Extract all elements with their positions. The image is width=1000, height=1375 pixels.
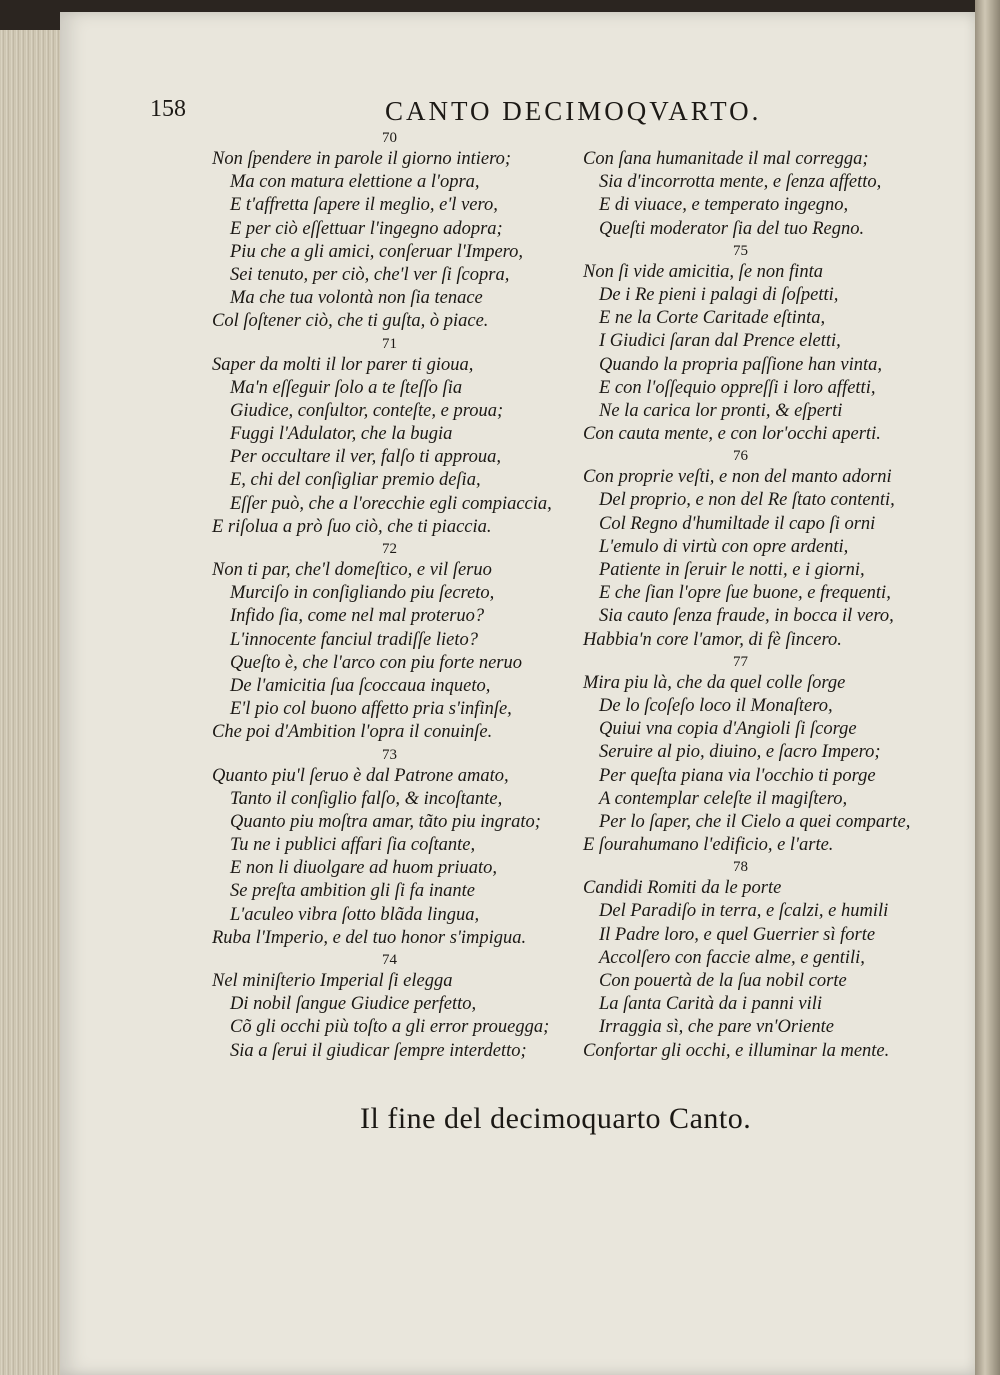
verse-line: E con l'oſſequio oppreſſi i loro affetti, [599, 377, 876, 398]
verse-line: Ma con matura elettione a l'opra, [230, 172, 480, 193]
page-gutter-edge [975, 0, 1000, 1375]
verse-line: E t'affretta ſapere il meglio, e'l vero, [230, 195, 498, 216]
verse-line: Di nobil ſangue Giudice perfetto, [230, 994, 477, 1015]
verse-line: Seruire al pio, diuino, e ſacro Impero; [599, 742, 881, 763]
verse-line: Sia d'incorrotta mente, e ſenza affetto, [599, 172, 882, 193]
verse-line: Il Padre loro, e quel Guerrier sì forte [599, 924, 876, 945]
verse-line: Con pouertà de la ſua nobil corte [599, 971, 847, 991]
verse-line: Nel miniſterio Imperial ſi elegga [212, 971, 453, 991]
verse-line: E di viuace, e temperato ingegno, [599, 195, 849, 216]
verse-line: E che ſian l'opre ſue buone, e frequenti, [599, 583, 891, 604]
verse-line: Non ſpendere in parole il giorno intiero; [212, 149, 512, 169]
verse-line: E riſolua a prò ſuo ciò, che ti piaccia. [212, 516, 492, 537]
verse-line: Per occultare il ver, falſo ti approua, [230, 447, 501, 468]
verse-line: Quanto piu moſtra amar, tãto piu ingrato; [230, 811, 541, 832]
canto-explicit: Il fine del decimoquarto Canto. [360, 1102, 752, 1135]
verse-line: E non li diuolgare ad huom priuato, [230, 858, 498, 879]
verse-line: L'emulo di virtù con opre ardenti, [599, 536, 849, 557]
stanza [212, 334, 602, 540]
verse-line: Se preſta ambition gli ſi fa inante [230, 881, 475, 902]
verse-line: Non ſi vide amicitia, ſe non finta [583, 261, 823, 282]
verse-line: Candidi Romiti da le porte [583, 878, 782, 899]
verse-line: Tu ne i publici affari ſia coſtante, [230, 835, 476, 856]
stanza-number: 75 [733, 242, 748, 259]
verse-line: L'innocente fanciul tradiſſe lieto? [230, 629, 479, 650]
stanza [212, 745, 602, 951]
verse-line: Col ſoſtener ciò, che ti guſta, ò piace. [212, 311, 489, 332]
verse-line: Che poi d'Ambition l'opra il conuinſe. [212, 722, 493, 743]
stanza [583, 241, 973, 447]
verse-line: Cõ gli occhi più toſto a gli error prouegga; [230, 1017, 550, 1038]
verse-line: Per lo ſaper, che il Cielo a quei comparte, [599, 811, 911, 832]
stanza [212, 950, 602, 1063]
verse-line: Queſti moderator ſia del tuo Regno. [599, 218, 865, 239]
verse-line: Confortar gli occhi, e illuminar la mente. [583, 1040, 890, 1061]
verse-line: Non ti par, che'l domeſtico, e vil ſeruo [212, 560, 492, 580]
verse-line: Accolſero con faccie alme, e gentili, [599, 947, 865, 968]
verse-line: Giudice, conſultor, conteſte, e proua; [230, 400, 504, 421]
verse-line: L'aculeo vibra ſotto blãda lingua, [230, 904, 480, 925]
verse-line: Col Regno d'humiltade il capo ſi orni [599, 513, 876, 534]
verse-line: Con cauta mente, e con lor'occhi aperti. [583, 424, 881, 445]
verse-line: Del proprio, e non del Re ſtato contenti, [599, 490, 895, 511]
verse-line: Patiente in ſeruir le notti, e i giorni, [599, 560, 865, 580]
verse-line: Tanto il conſiglio falſo, & incoſtante, [230, 788, 503, 809]
verse-line: Quanto piu'l ſeruo è dal Patrone amato, [212, 765, 509, 786]
stanza-number: 73 [382, 746, 397, 763]
verse-line: Per queſta piana via l'occhio ti porge [599, 765, 876, 786]
stanza-number: 72 [382, 541, 397, 557]
stanza-number: 76 [733, 448, 748, 465]
verse-line: Ruba l'Imperio, e del tuo honor s'impigua. [212, 927, 527, 948]
verse-line: A contemplar celeſte il magiſtero, [599, 788, 848, 809]
verse-line: Saper da molti il lor parer ti gioua, [212, 354, 474, 375]
verse-line: E'l pio col buono affetto pria s'infinſe, [230, 699, 512, 720]
stanza [583, 857, 973, 1063]
left-column [212, 128, 602, 1063]
verse-line: Quando la propria paſſione han vinta, [599, 354, 882, 375]
verse-line: Fuggi l'Adulator, che la bugia [230, 424, 453, 445]
verse-line: E ne la Corte Caritade eſtinta, [599, 308, 826, 329]
stanza-number: 77 [733, 653, 748, 670]
running-title: CANTO DECIMOQVARTO. [385, 96, 762, 126]
right-column [583, 148, 973, 1063]
verse-line: La ſanta Carità da i panni vili [599, 994, 823, 1015]
verse-line: I Giudici ſaran dal Prence eletti, [599, 331, 841, 352]
stanza [212, 128, 602, 334]
stanza [583, 446, 973, 652]
verse-line: Sia a ſerui il giudicar ſempre interdetto; [230, 1040, 527, 1061]
verse-line: De i Re pieni i palagi di ſoſpetti, [599, 284, 839, 305]
verse-line: Ma'n eſſeguir ſolo a te ſteſſo ſia [230, 377, 463, 398]
verse-line: Habbia'n core l'amor, di fè ſincero. [583, 629, 842, 650]
stanza [583, 652, 973, 858]
verse-line: Sei tenuto, per ciò, che'l ver ſi ſcopra, [230, 264, 510, 285]
verse-line: Queſto è, che l'arco con piu forte neruo [230, 652, 523, 673]
stanza-number: 78 [733, 859, 748, 876]
verse-line: Piu che a gli amici, conſeruar l'Impero, [230, 241, 524, 262]
stanza-number: 71 [382, 335, 397, 352]
verse-line: De lo ſcoſeſo loco il Monaſtero, [599, 695, 833, 716]
verse-line: Con ſana humanitade il mal corregga; [583, 149, 869, 169]
verse-line: E per ciò eſſettuar l'ingegno adopra; [230, 218, 503, 239]
stanza-number: 74 [382, 952, 397, 968]
verse-line: Eſſer può, che a l'orecchie egli compiaccia, [230, 493, 552, 514]
verse-line: Infido ſia, come nel mal proteruo? [230, 606, 485, 627]
verse-line: Ne la carica lor pronti, & eſperti [599, 400, 843, 421]
verse-line: Ma che tua volontà non ſia tenace [230, 288, 483, 309]
verse-line: Sia cauto ſenza fraude, in bocca il vero, [599, 606, 894, 627]
verse-line: Del Paradiſo in terra, e ſcalzi, e humili [599, 901, 889, 922]
verse-line: E ſourahumano l'edificio, e l'arte. [583, 835, 834, 856]
verse-line: Con proprie veſti, e non del manto adorni [583, 467, 892, 488]
verse-line: E, chi del conſigliar premio deſia, [230, 470, 481, 491]
stanza [583, 148, 973, 241]
verse-line: Irraggia sì, che pare vn'Oriente [599, 1017, 834, 1038]
stanza-number: 70 [382, 130, 397, 146]
verse-line: Murciſo in conſigliando piu ſecreto, [230, 583, 495, 604]
verse-line: Quiui vna copia d'Angioli ſi ſcorge [599, 719, 857, 740]
stanza [212, 539, 602, 745]
page-number: 158 [150, 96, 186, 122]
verse-line: De l'amicitia ſua ſcoccaua inqueto, [230, 675, 491, 696]
verse-line: Mira piu là, che da quel colle ſorge [583, 672, 846, 693]
